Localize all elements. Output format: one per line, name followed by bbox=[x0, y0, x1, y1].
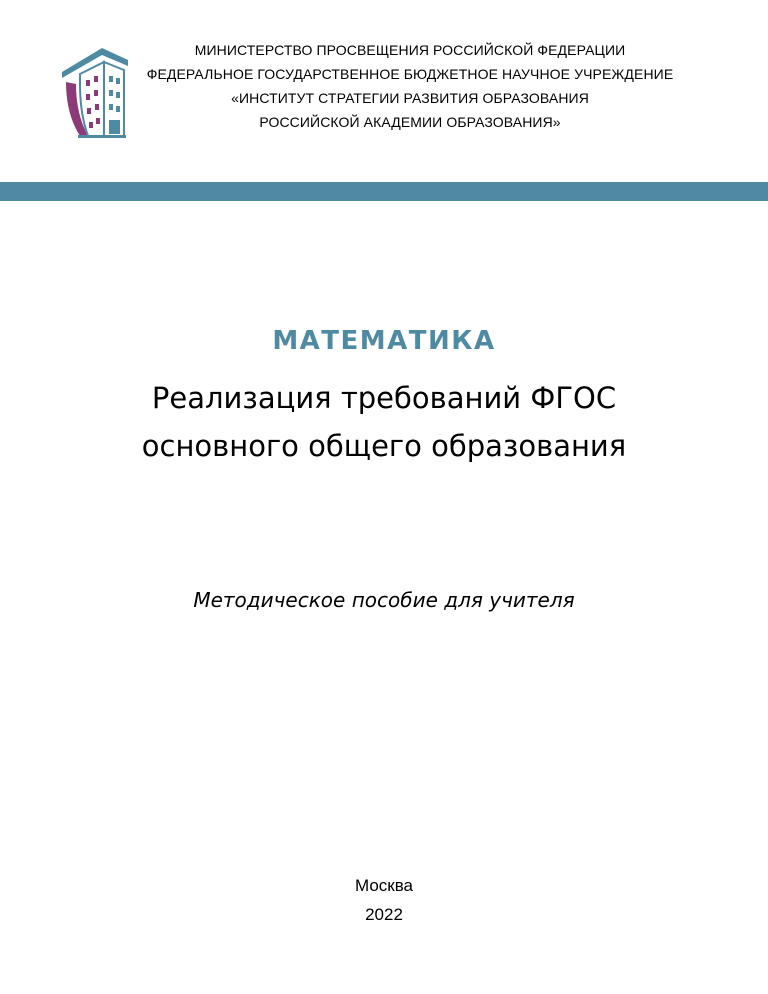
institution-header bbox=[120, 38, 700, 134]
header-divider-band bbox=[0, 182, 768, 201]
imprint-year: 2022 bbox=[365, 905, 403, 924]
imprint bbox=[0, 871, 768, 929]
imprint-city: Москва bbox=[354, 876, 414, 895]
document-title: МАТЕМАТИКА bbox=[272, 326, 496, 356]
document-type-label: Методическое пособие для учителя bbox=[193, 588, 575, 612]
header-line-institute: «ИНСТИТУТ СТРАТЕГИИ РАЗВИТИЯ ОБРАЗОВАНИЯ bbox=[231, 90, 589, 106]
header-line-ministry: МИНИСТЕРСТВО ПРОСВЕЩЕНИЯ РОССИЙСКОЙ ФЕДЕРАЦИИ bbox=[194, 42, 626, 58]
subtitle-line-1: Реализация требований ФГОС bbox=[151, 381, 617, 415]
document-subtitle bbox=[0, 374, 768, 470]
subtitle-line-2: основного общего образования bbox=[141, 429, 627, 463]
header-line-federal: ФЕДЕРАЛЬНОЕ ГОСУДАРСТВЕННОЕ БЮДЖЕТНОЕ НАУЧНОЕ УЧРЕЖДЕНИЕ bbox=[146, 66, 674, 82]
header-line-academy: РОССИЙСКОЙ АКАДЕМИИ ОБРАЗОВАНИЯ» bbox=[259, 114, 561, 130]
